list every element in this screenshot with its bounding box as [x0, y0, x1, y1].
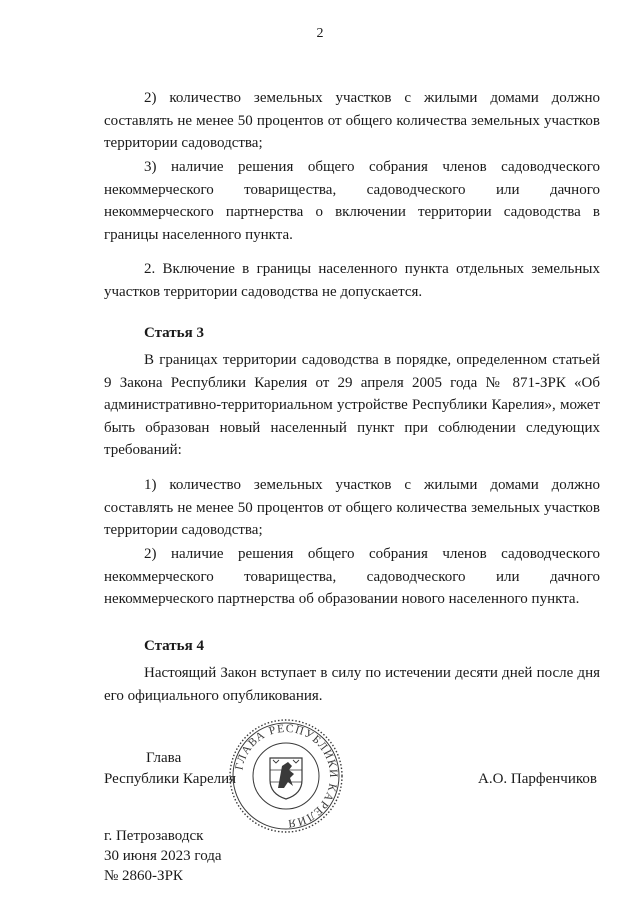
- city: г. Петрозаводск: [104, 828, 204, 844]
- paragraph-item-3: 3) наличие решения общего собрания членов садоводческого некоммерческого товарищества, садоводческого или дачного некоммерческого партнерства о включении территории садоводства в границы населенного пункта.: [104, 159, 600, 243]
- paragraph-item-2: 2) количество земельных участков с жилыми домами должно составлять не менее 50 процентов от общего количества земельных участков территории садоводства;: [104, 90, 600, 152]
- coat-of-arms-icon: [270, 758, 302, 799]
- seal-ring-text: ГЛАВА РЕСПУБЛИКИ КАРЕЛИЯ: [233, 722, 340, 830]
- official-seal: [228, 718, 344, 834]
- signatory-title-line2: Республики Карелия: [104, 771, 237, 787]
- signatory-title-line1: Глава: [146, 750, 182, 766]
- article-4-heading: Статья 4: [144, 638, 204, 654]
- article-4-paragraph: Настоящий Закон вступает в силу по истечении десяти дней после дня его официального опубликования.: [104, 665, 600, 704]
- signatory-name: А.О. Парфенчиков: [478, 771, 597, 787]
- article-3-item-2: 2) наличие решения общего собрания членов садоводческого некоммерческого товарищества, садоводческого или дачного некоммерческого партнерства об образовании нового населенного пункта.: [104, 546, 600, 608]
- page-number: 2: [316, 26, 324, 41]
- paragraph-point-2: 2. Включение в границы населенного пункта отдельных земельных участков территории садоводства не допускается.: [104, 261, 600, 300]
- date: 30 июня 2023 года: [104, 848, 222, 864]
- article-3-heading: Статья 3: [144, 325, 204, 341]
- law-number: № 2860-ЗРК: [104, 868, 183, 884]
- article-3-paragraph: В границах территории садоводства в порядке, определенном статьей 9 Закона Республики Карелия от 29 апреля 2005 года № 871-ЗРК «Об административно-территориальном устройстве Республики Карелия», может быть образован новый населенный пункт при соблюдении следующих требований:: [104, 352, 600, 459]
- article-3-item-1: 1) количество земельных участков с жилыми домами должно составлять не менее 50 процентов от общего количества земельных участков территории садоводства;: [104, 477, 600, 539]
